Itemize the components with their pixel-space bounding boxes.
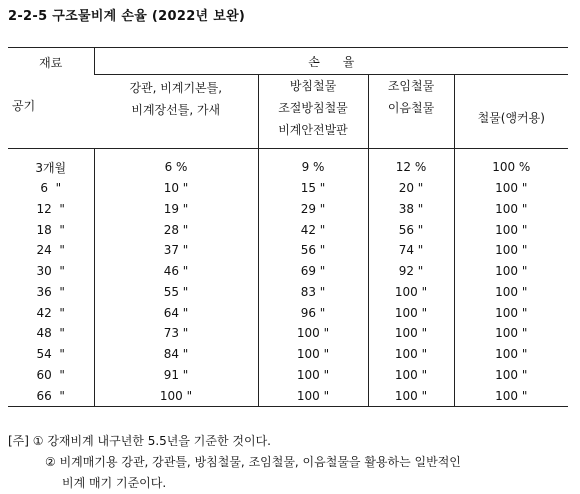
cell-period: 24 "	[36, 243, 65, 258]
cell-rate: 100 "	[368, 302, 454, 323]
cell-rate: 100 "	[454, 199, 568, 220]
table-row	[8, 157, 568, 178]
cell-rate: 100 "	[454, 261, 568, 282]
cell-rate: 84 "	[94, 344, 258, 365]
cell-rate: 100 "	[454, 178, 568, 199]
cell-rate: 100 "	[454, 219, 568, 240]
cell-rate: 100 "	[94, 385, 258, 406]
note-1: [주] ① 강재비계 내구년한 5.5년을 기준한 것이다.	[8, 434, 271, 448]
cell-rate: 100 "	[454, 344, 568, 365]
table-row	[8, 219, 568, 240]
table-row	[8, 199, 568, 220]
cell-period: 3개월	[35, 160, 67, 175]
header-period: 공기	[12, 98, 36, 113]
cell-rate: 55 "	[94, 282, 258, 303]
cell-rate: 100 "	[368, 365, 454, 386]
cell-rate: 46 "	[94, 261, 258, 282]
cell-rate: 6 %	[94, 157, 258, 178]
cell-rate: 100 "	[368, 385, 454, 406]
table-row	[8, 178, 568, 199]
cell-rate: 64 "	[94, 302, 258, 323]
cell-rate: 20 "	[368, 178, 454, 199]
cell-period: 48 "	[36, 326, 65, 341]
cell-rate: 100 "	[454, 365, 568, 386]
cell-rate: 100 "	[258, 385, 368, 406]
cell-rate: 91 "	[94, 365, 258, 386]
cell-rate: 100 "	[368, 282, 454, 303]
cell-rate: 9 %	[258, 157, 368, 178]
cell-rate: 29 "	[258, 199, 368, 220]
cell-period: 36 "	[36, 284, 65, 299]
header-corner	[8, 48, 94, 149]
cell-rate: 56 "	[368, 219, 454, 240]
cell-rate: 28 "	[94, 219, 258, 240]
cell-rate: 83 "	[258, 282, 368, 303]
loss-rate-table	[8, 47, 568, 407]
cell-rate: 15 "	[258, 178, 368, 199]
cell-rate: 12 %	[368, 157, 454, 178]
header-col-base-fittings: 방침철물 조절방침철물 비계안전발판	[258, 75, 368, 149]
page-title: 2-2-5 구조물비계 손율 (2022년 보완)	[8, 9, 246, 24]
table-row	[8, 302, 568, 323]
cell-rate: 37 "	[94, 240, 258, 261]
table-row	[8, 365, 568, 386]
cell-rate: 74 "	[368, 240, 454, 261]
cell-rate: 100 "	[454, 240, 568, 261]
footnotes	[8, 431, 573, 494]
table-row	[8, 240, 568, 261]
header-col-steel-pipe: 강관, 비계기본틀, 비계장선틀, 가새	[94, 75, 258, 149]
cell-period: 12 "	[36, 201, 65, 216]
table-row	[8, 385, 568, 406]
cell-rate: 92 "	[368, 261, 454, 282]
cell-rate: 100 "	[258, 323, 368, 344]
cell-period: 18 "	[36, 222, 65, 237]
cell-rate: 19 "	[94, 199, 258, 220]
table-row	[8, 323, 568, 344]
cell-rate: 100 "	[454, 282, 568, 303]
cell-rate: 100 "	[454, 302, 568, 323]
table-row	[8, 282, 568, 303]
cell-rate: 100 "	[258, 365, 368, 386]
header-col-clamps: 조임철물 이음철물	[368, 75, 454, 149]
cell-rate: 100 %	[454, 157, 568, 178]
note-2-cont: 비계 매기 기준이다.	[62, 476, 167, 490]
note-2: ② 비계매기용 강관, 강관틀, 방침철물, 조임철물, 이음철물을 활용하는 일반적인	[45, 455, 461, 469]
cell-period: 54 "	[36, 347, 65, 362]
cell-rate: 69 "	[258, 261, 368, 282]
cell-rate: 96 "	[258, 302, 368, 323]
header-material: 재료	[39, 55, 63, 70]
cell-period: 60 "	[36, 367, 65, 382]
header-col-anchor: 철물(앵커용)	[454, 75, 568, 149]
cell-rate: 100 "	[258, 344, 368, 365]
header-loss-rate: 손 율	[94, 48, 568, 75]
cell-rate: 100 "	[454, 323, 568, 344]
table-row	[8, 344, 568, 365]
cell-rate: 100 "	[454, 385, 568, 406]
cell-rate: 42 "	[258, 219, 368, 240]
cell-period: 66 "	[8, 385, 94, 406]
cell-rate: 10 "	[94, 178, 258, 199]
cell-period: 30 "	[36, 264, 65, 279]
cell-rate: 100 "	[368, 323, 454, 344]
cell-period: 42 "	[36, 305, 65, 320]
table-row	[8, 261, 568, 282]
cell-rate: 100 "	[368, 344, 454, 365]
cell-rate: 56 "	[258, 240, 368, 261]
cell-rate: 38 "	[368, 199, 454, 220]
cell-rate: 73 "	[94, 323, 258, 344]
cell-period: 6 "	[40, 181, 62, 196]
